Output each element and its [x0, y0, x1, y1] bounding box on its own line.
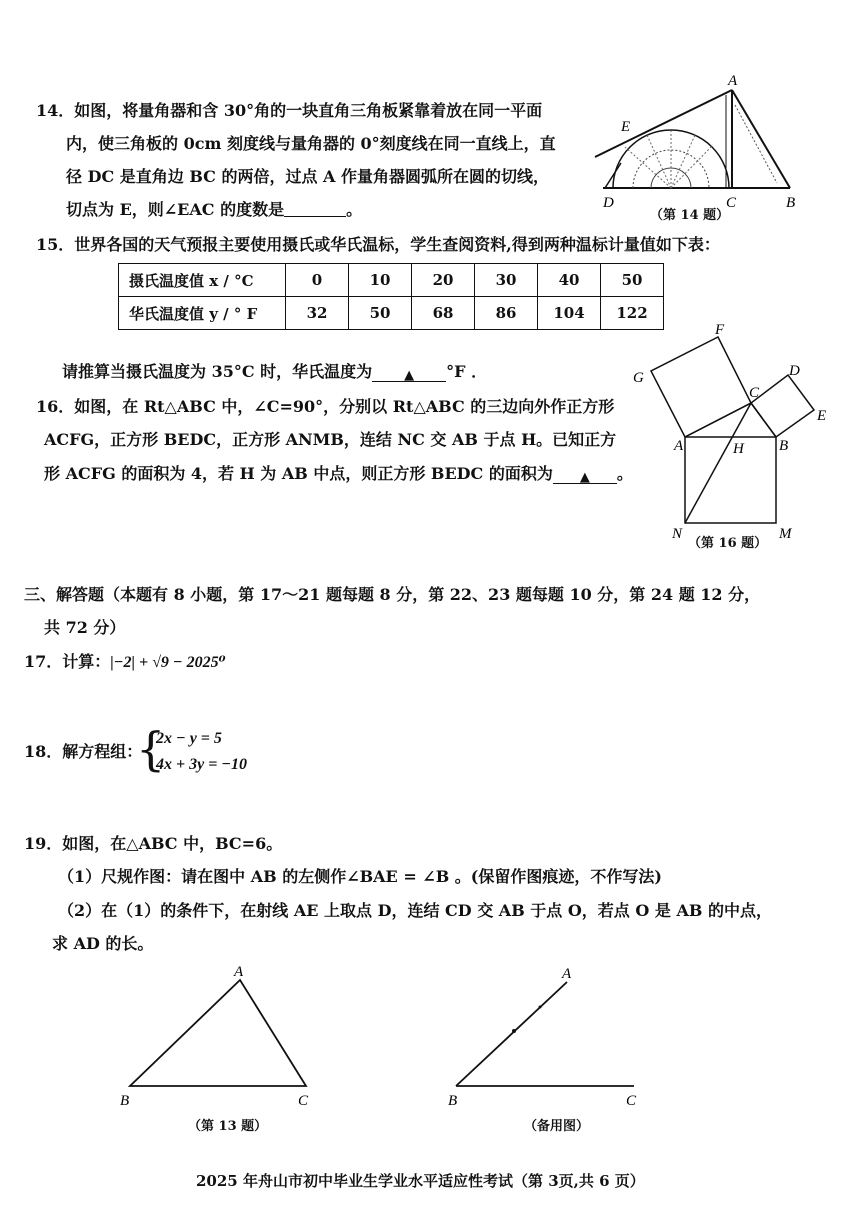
fig14-label-C: C: [726, 195, 737, 211]
table-cell: 50: [601, 264, 664, 297]
q14-answer-blank: [284, 200, 346, 217]
fig13-label-B: B: [120, 1093, 130, 1109]
fig16-label-C: C: [749, 385, 760, 401]
fig16-label-G: G: [633, 370, 644, 386]
q14-line4-text: 切点为 E，则∠EAC 的度数是: [66, 200, 285, 219]
fig16-label-A: A: [674, 438, 684, 454]
fig14-label-B: B: [786, 195, 796, 211]
q14-line4: [66, 199, 362, 221]
figure-16: [625, 320, 835, 542]
table-cell: 122: [601, 297, 664, 330]
backup-caption: （备用图）: [524, 1119, 590, 1134]
q15-line1: 15．世界各国的天气预报主要使用摄氏或华氏温标，学生查阅资料,得到两种温标计量值如下表：: [36, 235, 720, 254]
fig16-label-D: D: [789, 363, 800, 379]
table-cell: 10: [349, 264, 412, 297]
q19-line2: （1）尺规作图：请在图中 AB 的左侧作∠BAE = ∠B 。(保留作图痕迹，不作写法): [58, 867, 662, 886]
q15-line2-end: °F ．: [446, 362, 488, 381]
page-footer: 2025 年舟山市初中毕业生学业水平适应性考试（第 3页,共 6 页）: [196, 1172, 645, 1190]
q16-answer-blank: ▲: [553, 467, 617, 484]
fig16-label-F: F: [715, 322, 725, 338]
q18-brace: {: [136, 722, 166, 776]
fig16-label-M: M: [779, 526, 792, 542]
fig13-label-C: C: [298, 1093, 309, 1109]
figure-backup: [442, 960, 662, 1110]
q16-line1: 16．如图，在 Rt△ABC 中，∠C=90°，分别以 Rt△ABC 的三边向外作正方形: [36, 397, 615, 416]
q14-line4-end: 。: [346, 200, 363, 219]
q15-line2: [62, 361, 487, 383]
fig16-label-B: B: [779, 438, 789, 454]
q18-equation-1: 2x − y = 5: [156, 730, 222, 747]
q16-line3-end: 。: [616, 464, 633, 483]
table-cell: 40: [538, 264, 601, 297]
fig13-label-A: A: [234, 964, 244, 980]
fig14-label-A: A: [728, 73, 738, 89]
q17: [24, 651, 226, 674]
table-row: [119, 264, 664, 297]
fig14-label-D: D: [603, 195, 614, 211]
q15-line2-text: 请推算当摄氏温度为 35°C 时，华氏温度为: [62, 362, 373, 381]
q17-prefix: 17．计算：: [24, 652, 111, 671]
backup-label-C: C: [626, 1093, 637, 1109]
fig16-label-E: E: [817, 408, 827, 424]
q16-line3-text: 形 ACFG 的面积为 4，若 H 为 AB 中点，则正方形 BEDC 的面积为: [44, 464, 553, 483]
q19-line4: 求 AD 的长。: [52, 934, 154, 953]
fig16-caption: （第 16 题）: [688, 536, 768, 551]
q15-answer-blank: ▲: [372, 365, 446, 382]
section3-heading-line1: 三、解答题（本题有 8 小题，第 17～21 题每题 8 分，第 22、23 题每题 10 分，第 24 题 12 分，: [24, 585, 761, 604]
q16-line2: ACFG，正方形 BEDC，正方形 ANMB，连结 NC 交 AB 于点 H。已知正方: [44, 430, 617, 449]
q14-line2: 内，使三角板的 0cm 刻度线与量角器的 0°刻度线在同一直线上，直: [66, 134, 556, 153]
q14-line1: 14．如图，将量角器和含 30°角的一块直角三角板紧靠着放在同一平面: [36, 101, 543, 120]
table-cell: 86: [475, 297, 538, 330]
table-cell: 68: [412, 297, 475, 330]
figure-14: [585, 65, 825, 225]
fig13-caption: （第 13 题）: [188, 1119, 268, 1134]
table-cell: 20: [412, 264, 475, 297]
q18-equation-2: 4x + 3y = −10: [156, 756, 248, 773]
q18-prefix: 18．解方程组：: [24, 742, 143, 761]
backup-label-B: B: [448, 1093, 458, 1109]
fig16-label-N: N: [672, 526, 683, 542]
table-cell: 32: [286, 297, 349, 330]
q17-expression: |−2| + √9 − 2025⁰: [110, 654, 226, 671]
fig14-caption: （第 14 题）: [650, 208, 730, 223]
fig16-label-H: H: [733, 441, 744, 457]
figure-triangle-abc: [110, 960, 330, 1110]
table-header-celsius: 摄氏温度值 x / °C: [119, 264, 286, 297]
q19-line3: （2）在（1）的条件下，在射线 AE 上取点 D，连结 CD 交 AB 于点 O，若点 O 是 AB 的中点，: [58, 901, 772, 920]
q16-line3: [44, 463, 633, 485]
table-cell: 30: [475, 264, 538, 297]
q19-line1: 19．如图，在△ABC 中，BC=6。: [24, 834, 283, 853]
fig14-label-E: E: [621, 119, 631, 135]
table-cell: 104: [538, 297, 601, 330]
table-cell: 50: [349, 297, 412, 330]
table-cell: 0: [286, 264, 349, 297]
table-row: [119, 297, 664, 330]
backup-label-A: A: [562, 966, 572, 982]
table-header-fahrenheit: 华氏温度值 y / ° F: [119, 297, 286, 330]
temperature-table: [118, 263, 664, 330]
q14-line3: 径 DC 是直角边 BC 的两倍，过点 A 作量角器圆弧所在圆的切线，: [66, 167, 550, 186]
section3-heading-line2: 共 72 分）: [44, 618, 126, 637]
